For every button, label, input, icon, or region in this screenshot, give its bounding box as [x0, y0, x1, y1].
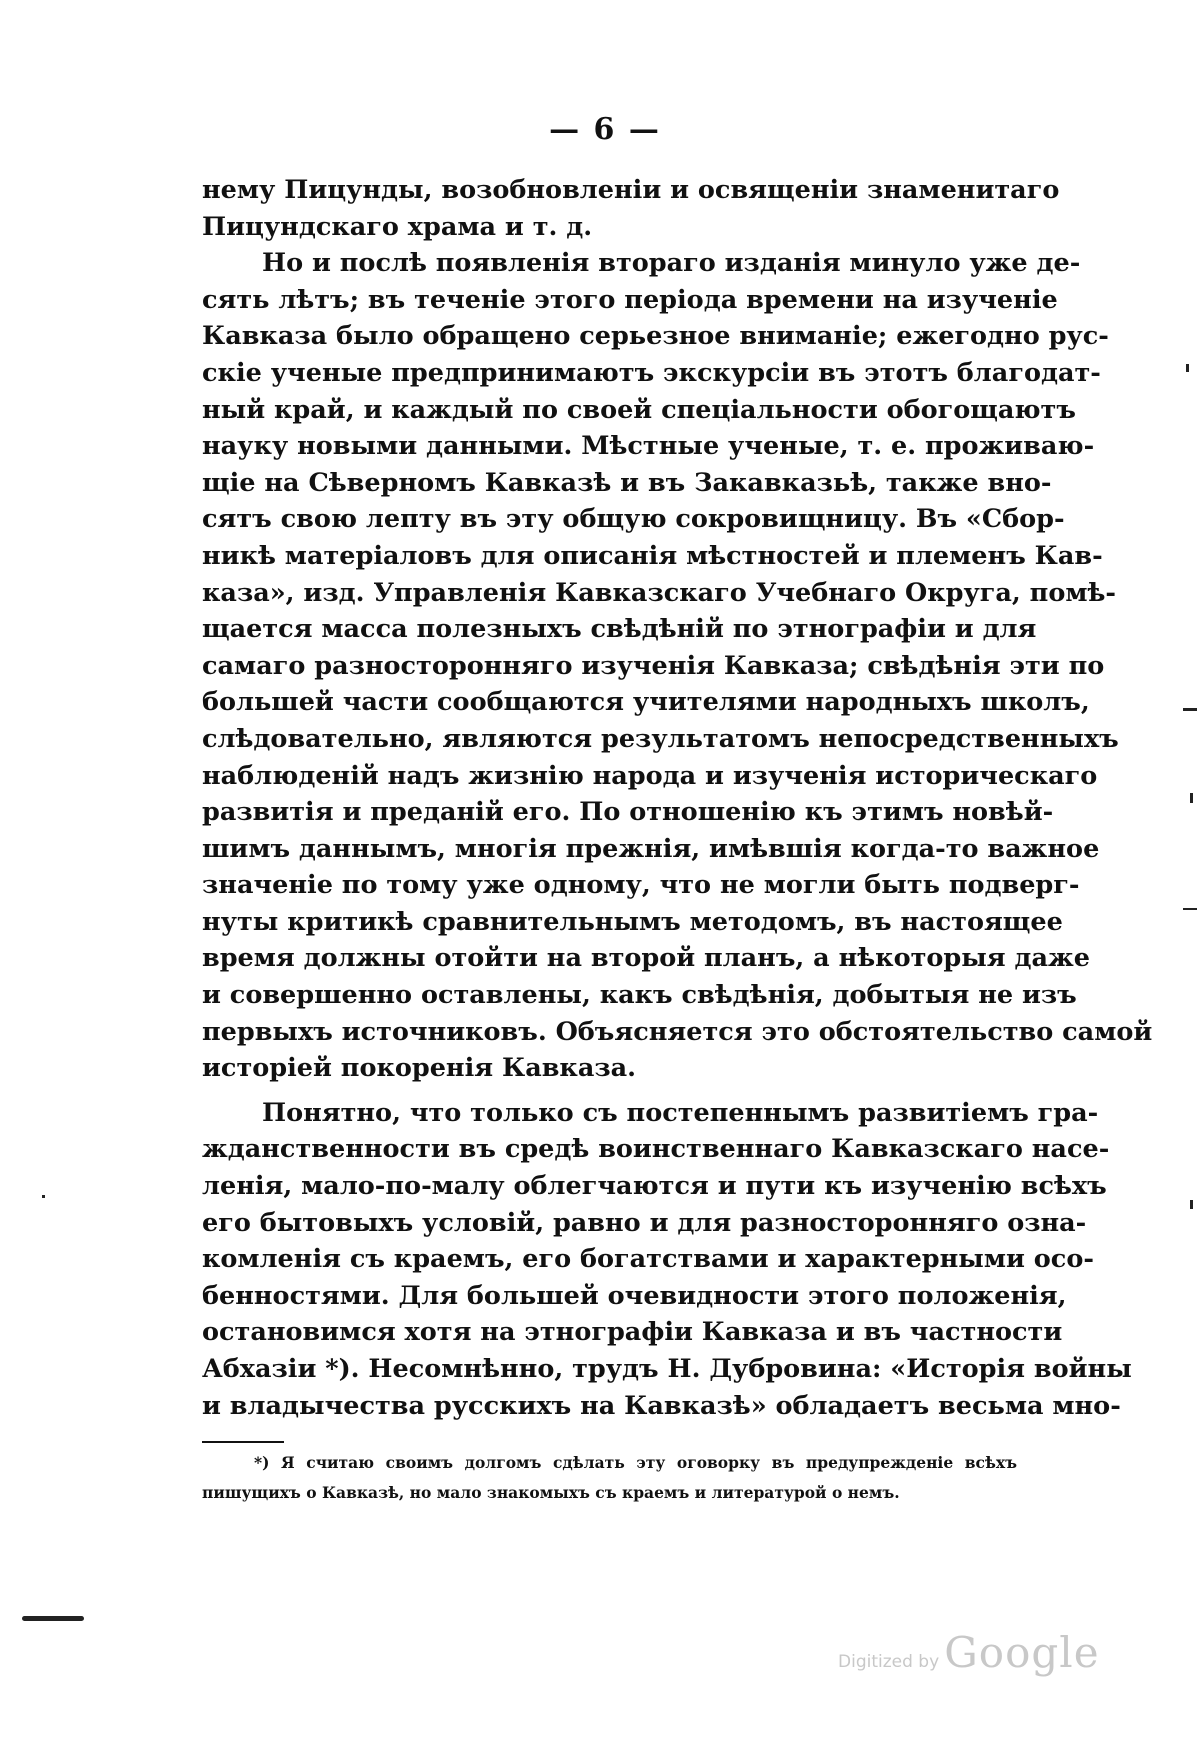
text-line: комленія съ краемъ, его богатствами и характерными осо- [202, 1244, 1094, 1275]
text-line: Пицундскаго храма и т. д. [202, 211, 593, 242]
scan-mark [1183, 908, 1197, 910]
scan-mark [1183, 708, 1197, 711]
text-line: Но и послѣ появленія втораго изданія минуло уже де- [262, 248, 1081, 279]
text-line: первыхъ источниковъ. Объясняется это обстоятельство самой [202, 1016, 1153, 1047]
page-number: — 6 — [549, 112, 661, 147]
text-line: ленія, мало-по-малу облегчаются и пути къ изученію всѣхъ [202, 1171, 1107, 1202]
scan-mark [1186, 364, 1189, 372]
text-line: нуты критикѣ сравнительнымъ методомъ, въ настоящее [202, 906, 1063, 937]
text-line: исторіей покоренія Кавказа. [202, 1053, 637, 1084]
text-line: Понятно, что только съ постепеннымъ развитіемъ гра- [262, 1097, 1099, 1128]
google-watermark [838, 1628, 1100, 1677]
text-line: жданственности въ средѣ воинственнаго Кавказскаго насе- [202, 1134, 1110, 1165]
text-line: щается масса полезныхъ свѣдѣній по этнографіи и для [202, 614, 1037, 645]
text-line: слѣдовательно, являются результатомъ непосредственныхъ [202, 723, 1119, 754]
text-line: сятъ свою лепту въ эту общую сокровищницу. Въ «Сбор- [202, 504, 1065, 535]
footnote-line: пишущихъ о Кавказѣ, но мало знакомыхъ съ краемъ и литературой о немъ. [202, 1483, 900, 1502]
watermark-prefix: Digitized by [838, 1652, 940, 1672]
text-line: значеніе по тому уже одному, что не могли быть подверг- [202, 870, 1080, 901]
scan-mark [42, 1195, 45, 1198]
text-line: нему Пицунды, возобновленіи и освященіи знаменитаго [202, 175, 1060, 205]
text-line: остановимся хотя на этнографіи Кавказа и въ частности [202, 1317, 1063, 1348]
text-line: сять лѣтъ; въ теченіе этого періода времени на изученіе [202, 284, 1058, 315]
text-line: Кавказа было обращено серьезное вниманіе; ежегодно рус- [202, 321, 1109, 352]
text-line: шимъ даннымъ, многія прежнія, имѣвшія когда-то важное [202, 833, 1100, 864]
text-line: ный край, и каждый по своей спеціальности обогощаютъ [202, 394, 1076, 425]
text-line: большей части сообщаются учителями народныхъ школъ, [202, 687, 1090, 718]
text-line: скіе ученые предпринимаютъ экскурсіи въ этотъ благодат- [202, 357, 1101, 388]
scan-mark [1190, 793, 1193, 803]
text-line: развитія и преданій его. По отношенію къ этимъ новѣй- [202, 797, 1054, 828]
paragraph-gap [202, 1087, 1017, 1095]
footnote [202, 1448, 1017, 1508]
body-text [202, 172, 1153, 1424]
text-line: науку новыми данными. Мѣстные ученые, т. е. проживаю- [202, 431, 1095, 462]
text-line: бенностями. Для большей очевидности этого положенія, [202, 1280, 1067, 1311]
text-line: время должны отойти на второй планъ, а нѣкоторыя даже [202, 943, 1090, 974]
scan-mark [1190, 1200, 1193, 1209]
text-line: никѣ матеріаловъ для описанія мѣстностей и племенъ Кав- [202, 540, 1103, 571]
footnote-line: *) Я считаю своимъ долгомъ сдѣлать эту оговорку въ предупрежденіе всѣхъ [254, 1453, 1017, 1472]
text-line: щіе на Сѣверномъ Кавказѣ и въ Закавказьѣ, также вно- [202, 467, 1052, 498]
scan-mark [22, 1616, 84, 1621]
text-line: и совершенно оставлены, какъ свѣдѣнія, добытыя не изъ [202, 980, 1077, 1011]
footnote-rule [202, 1441, 284, 1443]
text-line: наблюденій надъ жизнію народа и изученія историческаго [202, 760, 1098, 791]
text-line: его бытовыхъ условій, равно и для разносторонняго озна- [202, 1207, 1087, 1238]
text-line: самаго разносторонняго изученія Кавказа; свѣдѣнія эти по [202, 650, 1105, 681]
watermark-brand: Google [944, 1628, 1100, 1677]
text-line: и владычества русскихъ на Кавказѣ» обладаетъ весьма мно- [202, 1390, 1121, 1421]
text-line: каза», изд. Управленія Кавказскаго Учебнаго Округа, помѣ- [202, 577, 1117, 608]
text-line: Абхазіи *). Несомнѣнно, трудъ Н. Дубровина: «Исторія войны [202, 1354, 1132, 1384]
